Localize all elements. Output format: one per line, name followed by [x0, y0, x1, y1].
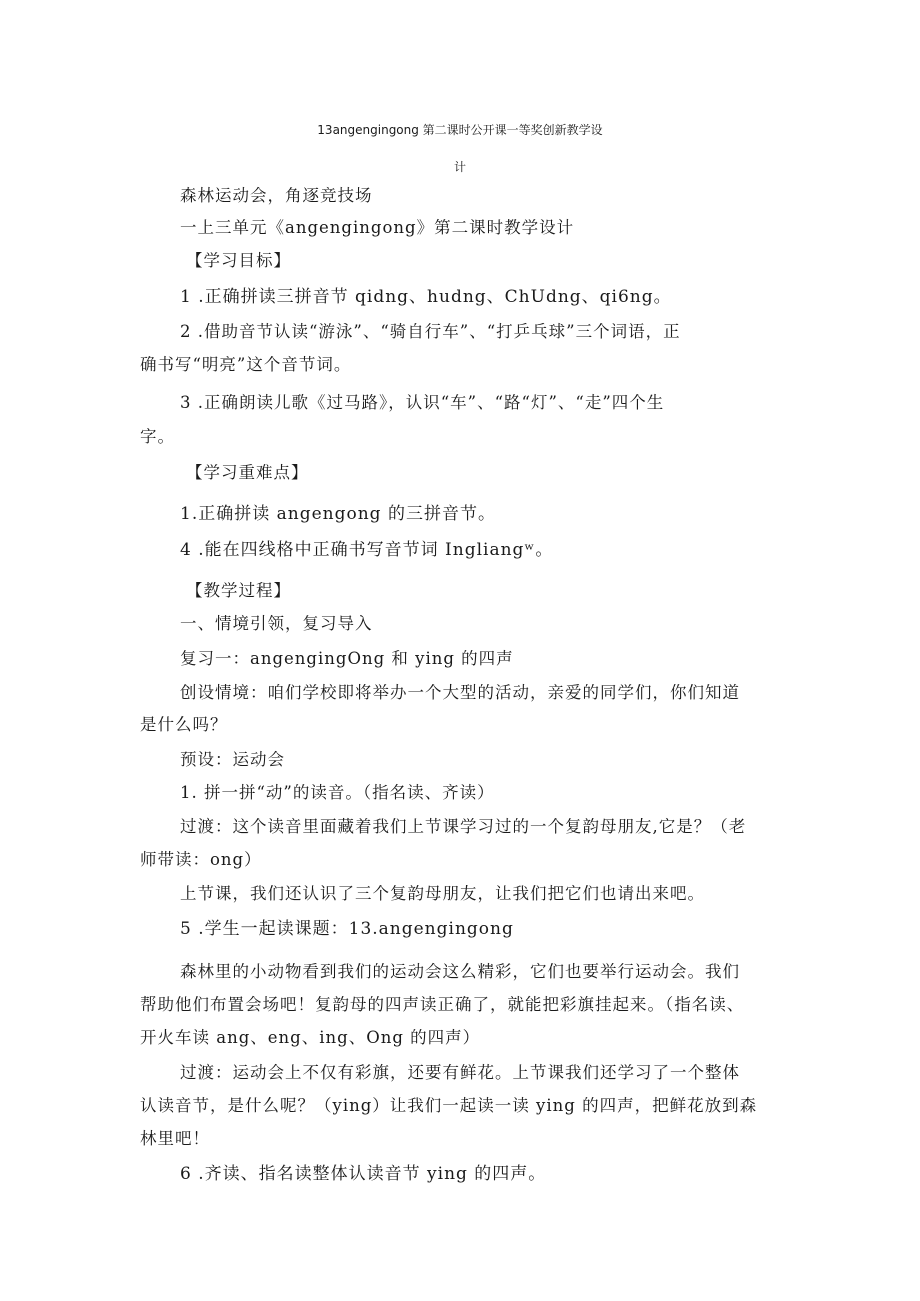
page-title-continued: 计	[453, 160, 466, 174]
unit-title: 一上三单元《angengingong》第二课时教学设计	[180, 218, 575, 237]
review-1: 复习一：angengingOng 和 ying 的四声	[180, 649, 514, 668]
transition-1: 过渡：这个读音里面藏着我们上节课学习过的一个复韵母朋友,它是？（老	[180, 817, 747, 836]
scene-setting: 创设情境：咱们学校即将举办一个大型的活动，亲爱的同学们，你们知道	[180, 683, 740, 702]
key-point-1: 1.正确拼读 angengong 的三拼音节。	[180, 504, 496, 524]
forest-paragraph-line-3: 开火车读 ang、eng、ing、Ong 的四声）	[140, 1028, 481, 1047]
transition-2-line-2: 认读音节，是什么呢？（ying）让我们一起读一读 ying 的四声，把鲜花放到森	[140, 1096, 758, 1115]
process-heading: 【教学过程】	[186, 581, 291, 600]
forest-paragraph-line-2: 帮助他们布置会场吧！复韵母的四声读正确了，就能把彩旗挂起来。（指名读、	[140, 995, 745, 1014]
goals-heading: 【学习目标】	[186, 251, 291, 270]
forest-paragraph: 森林里的小动物看到我们的运动会这么精彩，它们也要举行运动会。我们	[180, 962, 740, 981]
step-1: 1. 拼一拼“动”的读音。（指名读、齐读）	[180, 783, 495, 802]
goal-3: 3 .正确朗读儿歌《过马路》，认识“车”、“路“灯”、“走”四个生	[180, 393, 665, 412]
last-class-note: 上节课，我们还认识了三个复韵母朋友，让我们把它们也请出来吧。	[180, 884, 705, 903]
goal-2: 2 .借助音节认读“游泳”、“骑自行车”、“打乒乓球”三个词语，正	[180, 322, 681, 341]
step-5: 5 .学生一起读课题：13.angengingong	[180, 919, 514, 939]
goal-1: 1 .正确拼读三拼音节 qidng、hudng、ChUdng、qi6ng。	[180, 287, 672, 307]
transition-2: 过渡：运动会上不仅有彩旗，还要有鲜花。上节课我们还学习了一个整体	[180, 1063, 740, 1082]
preset-answer: 预设：运动会	[180, 750, 285, 769]
goal-3-continued: 字。	[140, 427, 175, 446]
subtitle: 森林运动会，角逐竞技场	[180, 186, 373, 205]
key-points-heading: 【学习重难点】	[186, 463, 309, 482]
transition-2-line-3: 林里吧！	[140, 1129, 210, 1148]
scene-setting-continued: 是什么吗？	[140, 715, 228, 734]
goal-2-continued: 确书写“明亮”这个音节词。	[140, 355, 352, 374]
section-1-heading: 一、情境引领，复习导入	[180, 614, 373, 633]
transition-1-continued: 师带读：ong）	[140, 850, 262, 869]
page-title: 13angengingong 第二课时公开课一等奖创新教学设	[317, 123, 603, 137]
key-point-2: 4 .能在四线格中正确书写音节词 Ingliangʷ。	[180, 540, 554, 560]
step-6: 6 .齐读、指名读整体认读音节 ying 的四声。	[180, 1164, 547, 1184]
